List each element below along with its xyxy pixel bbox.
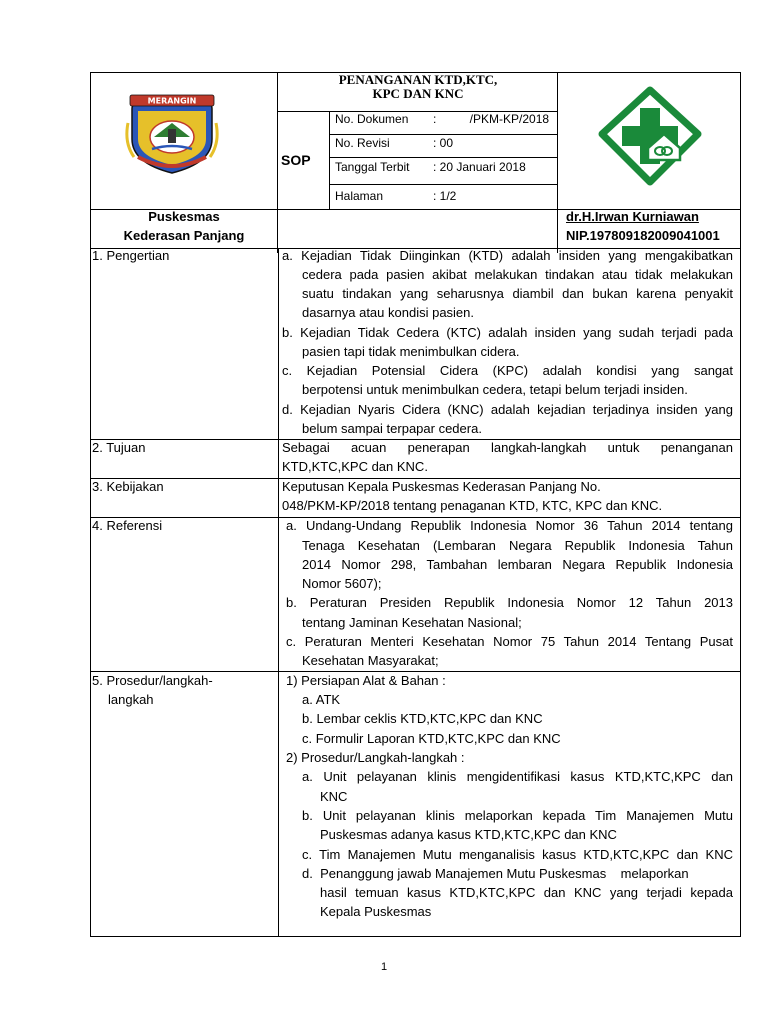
- prosedur-line: c. Tim Manajemen Mutu menganalisis kasus KTD,KTC,KPC dan KNC: [302, 847, 733, 862]
- referensi-line: Kesehatan Masyarakat;: [302, 653, 439, 668]
- pengertian-line: belum sampai terpapar cedera.: [302, 421, 482, 436]
- referensi-line: Nomor 5607);: [302, 576, 382, 591]
- prosedur-line: b. Unit pelayanan klinis melaporkan kepada Tim Manajemen Mutu: [302, 808, 733, 823]
- section-label-pengertian: 1. Pengertian: [92, 248, 170, 263]
- prosedur-line: Puskesmas adanya kasus KTD,KTC,KPC dan KNC: [320, 827, 617, 842]
- referensi-line: b. Peraturan Presiden Republik Indonesia Nomor 12 Tahun 2013: [286, 595, 733, 610]
- field-label-halaman: Halaman: [335, 189, 384, 203]
- referensi-line: tentang Jaminan Kesehatan Nasional;: [302, 615, 522, 630]
- field-label-no-dokumen: No. Dokumen: [335, 112, 409, 126]
- field-value-halaman: : 1/2: [433, 189, 457, 203]
- signer-nip: NIP.197809182009041001: [566, 228, 720, 243]
- signer-name: dr.H.Irwan Kurniawan: [566, 209, 699, 224]
- prosedur-line: 2) Prosedur/Langkah-langkah :: [286, 750, 465, 765]
- prosedur-line: c. Formulir Laporan KTD,KTC,KPC dan KNC: [302, 731, 561, 746]
- svg-text:MERANGIN: MERANGIN: [147, 96, 197, 106]
- field-label-no-revisi: No. Revisi: [335, 136, 390, 150]
- table-border-bottom: [90, 936, 741, 937]
- pengertian-line: b. Kejadian Tidak Cedera (KTC) adalah insiden yang sudah terjadi pada: [282, 325, 733, 340]
- section-label-prosedur-cont: langkah: [108, 692, 154, 707]
- pengertian-line: suatu tindakan yang seharusnya diambil dan bukan karena penyakit: [302, 286, 733, 301]
- referensi-line: c. Peraturan Menteri Kesehatan Nomor 75 Tahun 2014 Tentang Pusat: [286, 634, 733, 649]
- prosedur-line: Kepala Puskesmas: [320, 904, 432, 919]
- kebijakan-line: Keputusan Kepala Puskesmas Kederasan Panjang No.: [282, 479, 601, 494]
- org-name-line-1: Puskesmas: [148, 209, 220, 224]
- org-name-line-2: Kederasan Panjang: [123, 228, 245, 243]
- body-column-divider: [278, 248, 279, 937]
- prosedur-line: a. ATK: [302, 692, 341, 707]
- prosedur-line: a. Unit pelayanan klinis mengidentifikasi kasus KTD,KTC,KPC dan: [302, 769, 733, 784]
- pengertian-line: dasarnya atau kondisi pasien.: [302, 305, 475, 320]
- prosedur-line: 1) Persiapan Alat & Bahan :: [286, 673, 446, 688]
- field-value-tanggal-terbit: : 20 Januari 2018: [433, 160, 526, 174]
- referensi-line: a. Undang-Undang Republik Indonesia Nomor 36 Tahun 2014 tentang: [286, 518, 733, 533]
- pengertian-line: a. Kejadian Tidak Diinginkan (KTD) adalah insiden yang mengakibatkan: [282, 248, 733, 263]
- field-value-no-revisi: : 00: [433, 136, 454, 150]
- table-border-right: [740, 72, 741, 937]
- sop-label: SOP: [281, 152, 311, 168]
- pengertian-line: c. Kejadian Potensial Cidera (KPC) adalah kondisi yang sangat: [282, 363, 733, 378]
- section-label-referensi: 4. Referensi: [92, 518, 163, 533]
- section-label-kebijakan: 3. Kebijakan: [92, 479, 164, 494]
- page-number: 1: [380, 961, 388, 973]
- section-label-tujuan: 2. Tujuan: [92, 440, 146, 455]
- pengertian-line: cedera pada pasien akibat melakukan tindakan atau tidak melakukan: [302, 267, 733, 282]
- pengertian-line: pasien tapi tidak menimbulkan cidera.: [302, 344, 520, 359]
- puskesmas-logo: [596, 86, 704, 186]
- field-value-no-dokumen: : /PKM-KP/2018: [433, 112, 550, 126]
- document-title-line-2: KPC DAN KNC: [372, 86, 464, 101]
- prosedur-line: hasil temuan kasus KTD,KTC,KPC dan KNC yang terjadi kepada: [320, 885, 733, 900]
- field-label-tanggal-terbit: Tanggal Terbit: [335, 160, 410, 174]
- tujuan-line: KTD,KTC,KPC dan KNC.: [282, 459, 428, 474]
- section-label-prosedur: 5. Prosedur/langkah-: [92, 673, 213, 688]
- sop-divider: [329, 111, 330, 210]
- pengertian-line: berpotensi untuk menimbulkan cedera, tetapi belum terjadi insiden.: [302, 382, 688, 397]
- tujuan-line: Sebagai acuan penerapan langkah-langkah untuk penanganan: [282, 440, 733, 455]
- field-line-3: [329, 184, 558, 185]
- prosedur-line: d. Penanggung jawab Manajemen Mutu Puskesmas melaporkan: [302, 866, 689, 881]
- prosedur-line: b. Lembar ceklis KTD,KTC,KPC dan KNC: [302, 711, 543, 726]
- referensi-line: 2014 Nomor 298, Tambahan lembaran Negara Republik Indonesia: [302, 557, 733, 572]
- referensi-line: Tenaga Kesehatan (Lembaran Negara Republik Indonesia Tahun: [302, 538, 733, 553]
- pengertian-line: d. Kejadian Nyaris Cidera (KNC) adalah kejadian terjadinya insiden yang: [282, 402, 733, 417]
- table-border-left: [90, 72, 91, 937]
- kebijakan-line: 048/PKM-KP/2018 tentang penaganan KTD, KTC, KPC dan KNC.: [282, 498, 663, 513]
- document-title-line-1: PENANGANAN KTD,KTC,: [338, 72, 498, 87]
- prosedur-line: KNC: [320, 789, 348, 804]
- regency-emblem-logo: [124, 93, 220, 175]
